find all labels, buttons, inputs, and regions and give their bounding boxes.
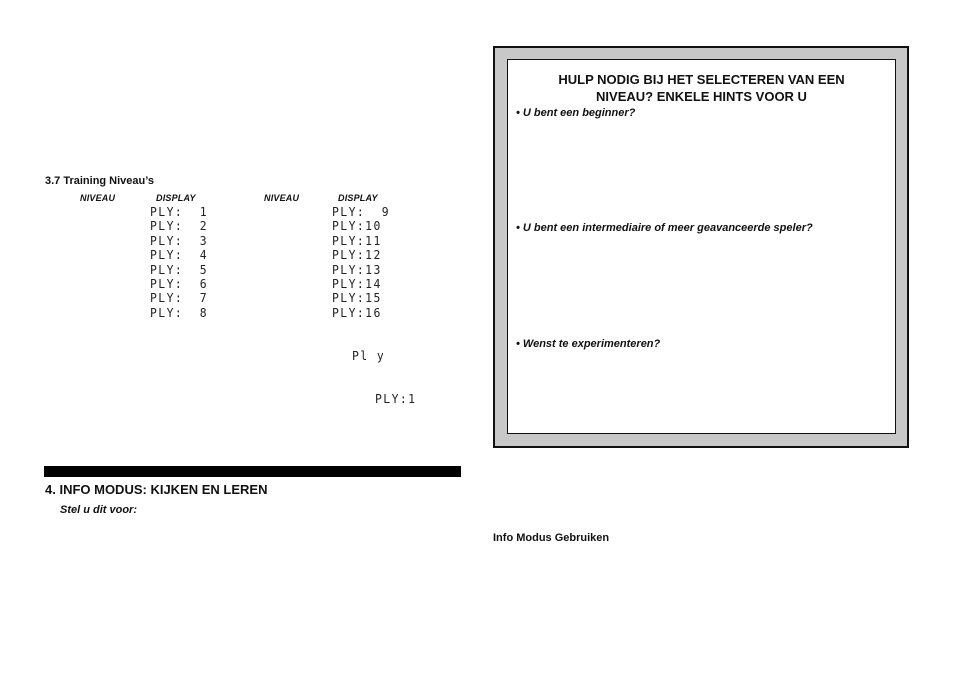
lcd-display: PLY: 9 <box>332 205 391 219</box>
hint-intermediate: • U bent een intermediaire of meer geavanceerde speler? <box>516 222 813 234</box>
hints-title-line1: HULP NODIG BIJ HET SELECTEREN VAN EEN <box>558 72 845 87</box>
info-subtitle: Stel u dit voor: <box>60 504 137 516</box>
lcd-display: PLY: 1 <box>150 205 209 219</box>
lcd-display: PLY: 6 <box>150 276 209 291</box>
hint-beginner: • U bent een beginner? <box>516 107 636 119</box>
col-header-niveau-left: NIVEAU <box>80 193 116 203</box>
lcd-display: PLY:15 <box>332 291 382 306</box>
lcd-display: PLY:12 <box>332 248 382 263</box>
info-use-heading: Info Modus Gebruiken <box>493 532 610 544</box>
lcd-display: PLY:13 <box>332 262 382 277</box>
col-header-niveau-right: NIVEAU <box>264 193 300 203</box>
lcd-display: PLY: 5 <box>150 262 209 277</box>
lcd-display: PLY: 8 <box>150 305 209 320</box>
lcd-display-ply: Pl y <box>352 349 386 363</box>
lcd-display-ply-1: PLY:1 <box>375 392 417 406</box>
col-header-display-right: DISPLAY <box>338 193 378 203</box>
lcd-display: PLY:16 <box>332 305 382 320</box>
display-list-left <box>150 205 208 320</box>
hints-title <box>507 71 896 105</box>
training-heading: 3.7 Training Niveau’s <box>45 175 155 187</box>
lcd-display: PLY:14 <box>332 276 382 291</box>
section-divider <box>44 466 461 477</box>
lcd-display: PLY: 2 <box>150 219 209 234</box>
lcd-display: PLY:11 <box>332 233 382 248</box>
lcd-display: PLY: 4 <box>150 248 209 263</box>
info-heading: 4. INFO MODUS: KIJKEN EN LEREN <box>45 482 268 497</box>
lcd-display: PLY:10 <box>332 219 382 234</box>
hint-experiment: • Wenst te experimenteren? <box>516 338 661 350</box>
col-header-display-left: DISPLAY <box>156 193 196 203</box>
lcd-display: PLY: 3 <box>150 233 209 248</box>
lcd-display: PLY: 7 <box>150 291 209 306</box>
display-list-right <box>332 205 390 320</box>
hints-title-line2: NIVEAU? ENKELE HINTS VOOR U <box>596 89 807 104</box>
